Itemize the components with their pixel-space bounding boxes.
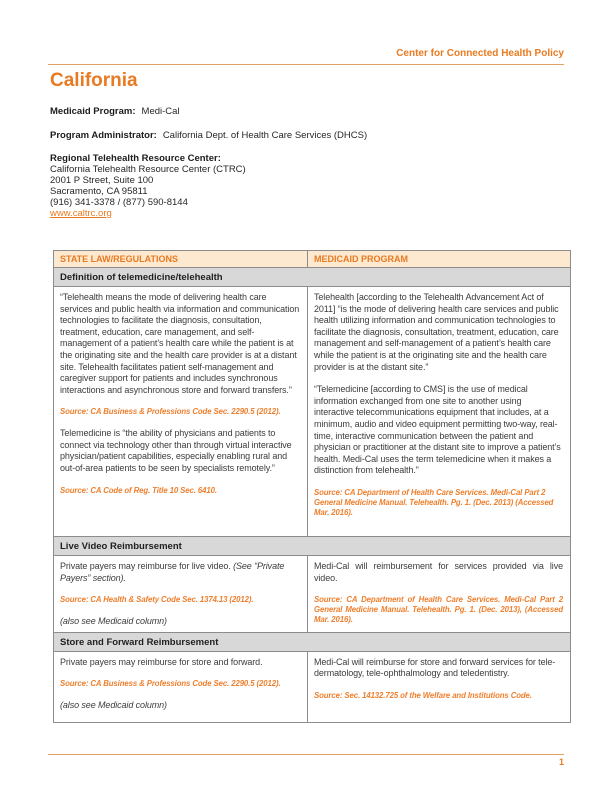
section-row-live-video [54, 537, 571, 556]
section-title-store-forward: Store and Forward Reimbursement [54, 632, 571, 651]
definition-state-law-paragraph-2: Telemedicine is “the ability of physicians and patients to connect via technology other than through virtual interactive physician/patient capabilities, especially enabling rural and out-of-area patients to be seen by specialists remotely.” [60, 428, 292, 473]
rtrc-phone-line: (916) 341-3378 / (877) 590-8144 [50, 197, 188, 208]
medicaid-program-line [50, 106, 530, 117]
column-header-medicaid-program: MEDICAID PROGRAM [308, 251, 571, 268]
table-row [54, 287, 571, 537]
live-video-medicaid-paragraph: Medi-Cal will reimbursement for services provided via live video. [314, 561, 563, 583]
live-video-medicaid-cell [308, 556, 571, 633]
rtrc-street-line: 2001 P Street, Suite 100 [50, 175, 154, 186]
store-forward-state-law-paragraph: Private payers may reimburse for store and forward. [60, 656, 263, 667]
section-row-definition [54, 268, 571, 287]
section-row-store-forward [54, 632, 571, 651]
table-row [54, 556, 571, 633]
definition-state-law-source-2: Source: CA Code of Reg. Title 10 Sec. 6410. [60, 485, 217, 495]
definition-state-law-cell [54, 287, 308, 537]
store-forward-medicaid-paragraph: Medi-Cal will reimburse for store and forward services for tele-dermatology, tele-ophthalmology and teledentistry. [314, 656, 556, 679]
rtrc-link-line [50, 208, 530, 219]
store-forward-medicaid-source: Source: Sec. 14132.725 of the Welfare and Institutions Code. [314, 690, 532, 700]
medicaid-program-value: Medi-Cal [141, 106, 180, 117]
page-header [48, 43, 564, 65]
live-video-state-law-source: Source: CA Health & Safety Code Sec. 1374.13 (2012). [60, 595, 254, 605]
rtrc-city-line: Sacramento, CA 95811 [50, 186, 148, 197]
column-header-state-law: STATE LAW/REGULATIONS [54, 251, 308, 268]
definition-state-law-paragraph-1: “Telehealth means the mode of delivering health care services and public health via information and communication technologies to facilitate the diagnosis, consultation, treatment, education, care management, and self-management of a patient’s health care while the patient is at the originating site and the health care provider is at a distant site. Telehealth facilitates patient self-management and caregiver support for patients and includes synchronous interactions and asynchronous store and forward transfers.” [60, 292, 300, 395]
page-title: California [50, 70, 138, 91]
live-video-state-law-cell [54, 556, 308, 633]
live-video-state-law-text: Private payers may reimburse for live video. [60, 561, 234, 571]
live-video-state-law-paragraph [60, 561, 300, 584]
program-administrator-value: California Dept. of Health Care Services (DHCS) [162, 129, 368, 141]
medicaid-program-label: Medicaid Program: [50, 106, 136, 117]
definition-medicaid-source: Source: CA Department of Health Care Services. Medi-Cal Part 2 General Medicine Manual. Telehealth. Pg. 1. (Dec. 2013) (Accessed Mar. 2016). [314, 487, 554, 517]
section-title-live-video: Live Video Reimbursement [54, 537, 571, 556]
definition-medicaid-paragraph-2: “Telemedicine [according to CMS] is the use of medical information exchanged from one site to another using interactive telecommunications equipment that includes, at a minimum, audio and video equipment permitting two-way, real-time, interactive communication between the patient and physician or practitioner at the distant site to improve a patient’s health. Medi-Cal uses the term telemedicine when it makes a distinction from telehealth.” [314, 384, 561, 476]
live-video-state-law-italic: (See “Private Payers” section). [60, 561, 285, 583]
live-video-medicaid-source: Source: CA Department of Health Care Services. Medi-Cal Part 2 General Medicine Manual. Telehealth. Pg. 1. (Dec. 2013), (Accessed Mar. 2016). [314, 595, 563, 624]
footer-rule [48, 754, 564, 755]
section-title-definition: Definition of telemedicine/telehealth [54, 268, 571, 287]
org-name: Center for Connected Health Policy [396, 48, 564, 59]
law-regulations-table [53, 250, 571, 723]
definition-medicaid-paragraph-1: Telehealth [according to the Telehealth Advancement Act of 2011] “is the mode of delivering health care services and public health utilizing information and communication technologies to facilitate the diagnosis, consultation, treatment, education, care management and self-management of a patient’s health care while the patient is at the originating site and the health care provider is at the distant site.” [314, 292, 559, 372]
definition-medicaid-cell [308, 287, 571, 537]
program-administrator-line [50, 130, 530, 141]
table-header-row [54, 251, 571, 268]
intro-block [50, 106, 530, 219]
program-administrator-label: Program Administrator: [50, 129, 157, 141]
table-row [54, 651, 571, 722]
store-forward-state-law-cell [54, 651, 308, 722]
live-video-state-law-note: (also see Medicaid column) [60, 615, 167, 626]
store-forward-state-law-note: (also see Medicaid column) [60, 699, 167, 710]
store-forward-medicaid-cell [308, 651, 571, 722]
rtrc-label: Regional Telehealth Resource Center: [50, 153, 221, 164]
page-number: 1 [558, 757, 564, 767]
rtrc-name-line: California Telehealth Resource Center (CTRC) [50, 164, 246, 175]
definition-state-law-source-1: Source: CA Business & Professions Code Sec. 2290.5 (2012). [60, 407, 281, 417]
store-forward-state-law-source: Source: CA Business & Professions Code Sec. 2290.5 (2012). [60, 679, 281, 689]
rtrc-website-link[interactable]: www.caltrc.org [50, 208, 112, 219]
rtrc-label-line [50, 153, 530, 164]
